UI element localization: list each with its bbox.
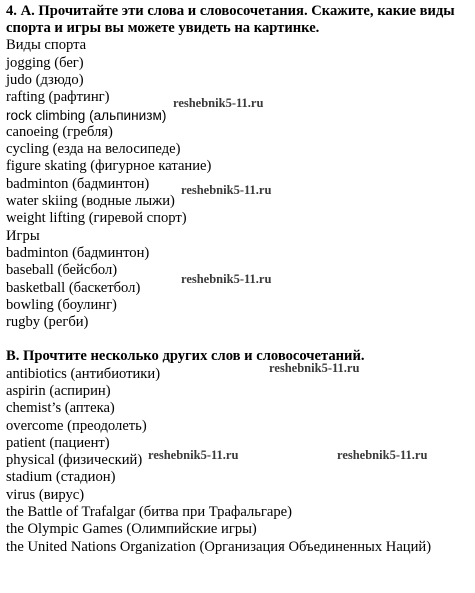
sport-item: jogging (бег) <box>6 54 84 71</box>
game-item: basketball (баскетбол) <box>6 279 141 296</box>
game-item: badminton (бадминтон) <box>6 244 150 261</box>
sport-item: judo (дзюдо) <box>6 72 84 88</box>
watermark-text: reshebnik5-11.ru <box>148 448 239 462</box>
sport-item: water skiing (водные лыжи) <box>6 193 175 210</box>
word-item: the Olympic Games (Олимпийские игры) <box>6 521 257 538</box>
sports-label: Виды спорта <box>6 37 87 54</box>
word-item: physical (физический) <box>6 452 143 469</box>
sport-item: rock climbing (альпинизм) <box>6 107 167 123</box>
watermark-text: reshebnik5-11.ru <box>181 183 272 197</box>
word-item: the United Nations Organization (Организация Объединенных Наций) <box>6 538 432 555</box>
word-item: aspirin (аспирин) <box>6 382 111 399</box>
sport-item: canoeing (гребля) <box>6 123 113 140</box>
word-item: chemist’s (аптека) <box>6 400 115 417</box>
word-item: the Battle of Trafalgar (битва при Трафальгаре) <box>6 504 293 521</box>
word-item: patient (пациент) <box>6 434 110 451</box>
word-item: virus (вирус) <box>6 486 85 503</box>
section-b-heading: B. Прочтите несколько других слов и словосочетаний. <box>6 348 365 365</box>
watermark-text: reshebnik5-11.ru <box>269 361 360 375</box>
sport-item: cycling (езда на велосипеде) <box>6 141 181 158</box>
word-item: antibiotics (антибиотики) <box>6 365 161 382</box>
watermark-text: reshebnik5-11.ru <box>173 96 264 110</box>
sport-item: figure skating (фигурное катание) <box>6 158 212 175</box>
game-item: rugby (регби) <box>6 314 89 331</box>
watermark-text: reshebnik5-11.ru <box>181 272 272 286</box>
game-item: bowling (боулинг) <box>6 296 117 313</box>
sport-item: rafting (рафтинг) <box>6 89 110 106</box>
word-item: stadium (стадион) <box>6 469 116 486</box>
sport-item: badminton (бадминтон) <box>6 175 150 192</box>
word-item: overcome (преодолеть) <box>6 417 147 434</box>
sport-item: weight lifting (гиревой спорт) <box>6 210 187 227</box>
watermark-text: reshebnik5-11.ru <box>337 448 428 462</box>
game-item: baseball (бейсбол) <box>6 262 118 279</box>
section-a-heading: 4. А. Прочитайте эти слова и словосочетания. Скажите, какие виды спорта и игры вы можете увидеть на картинке. <box>6 3 455 37</box>
section-spacer <box>6 331 472 348</box>
games-label: Игры <box>6 227 40 244</box>
